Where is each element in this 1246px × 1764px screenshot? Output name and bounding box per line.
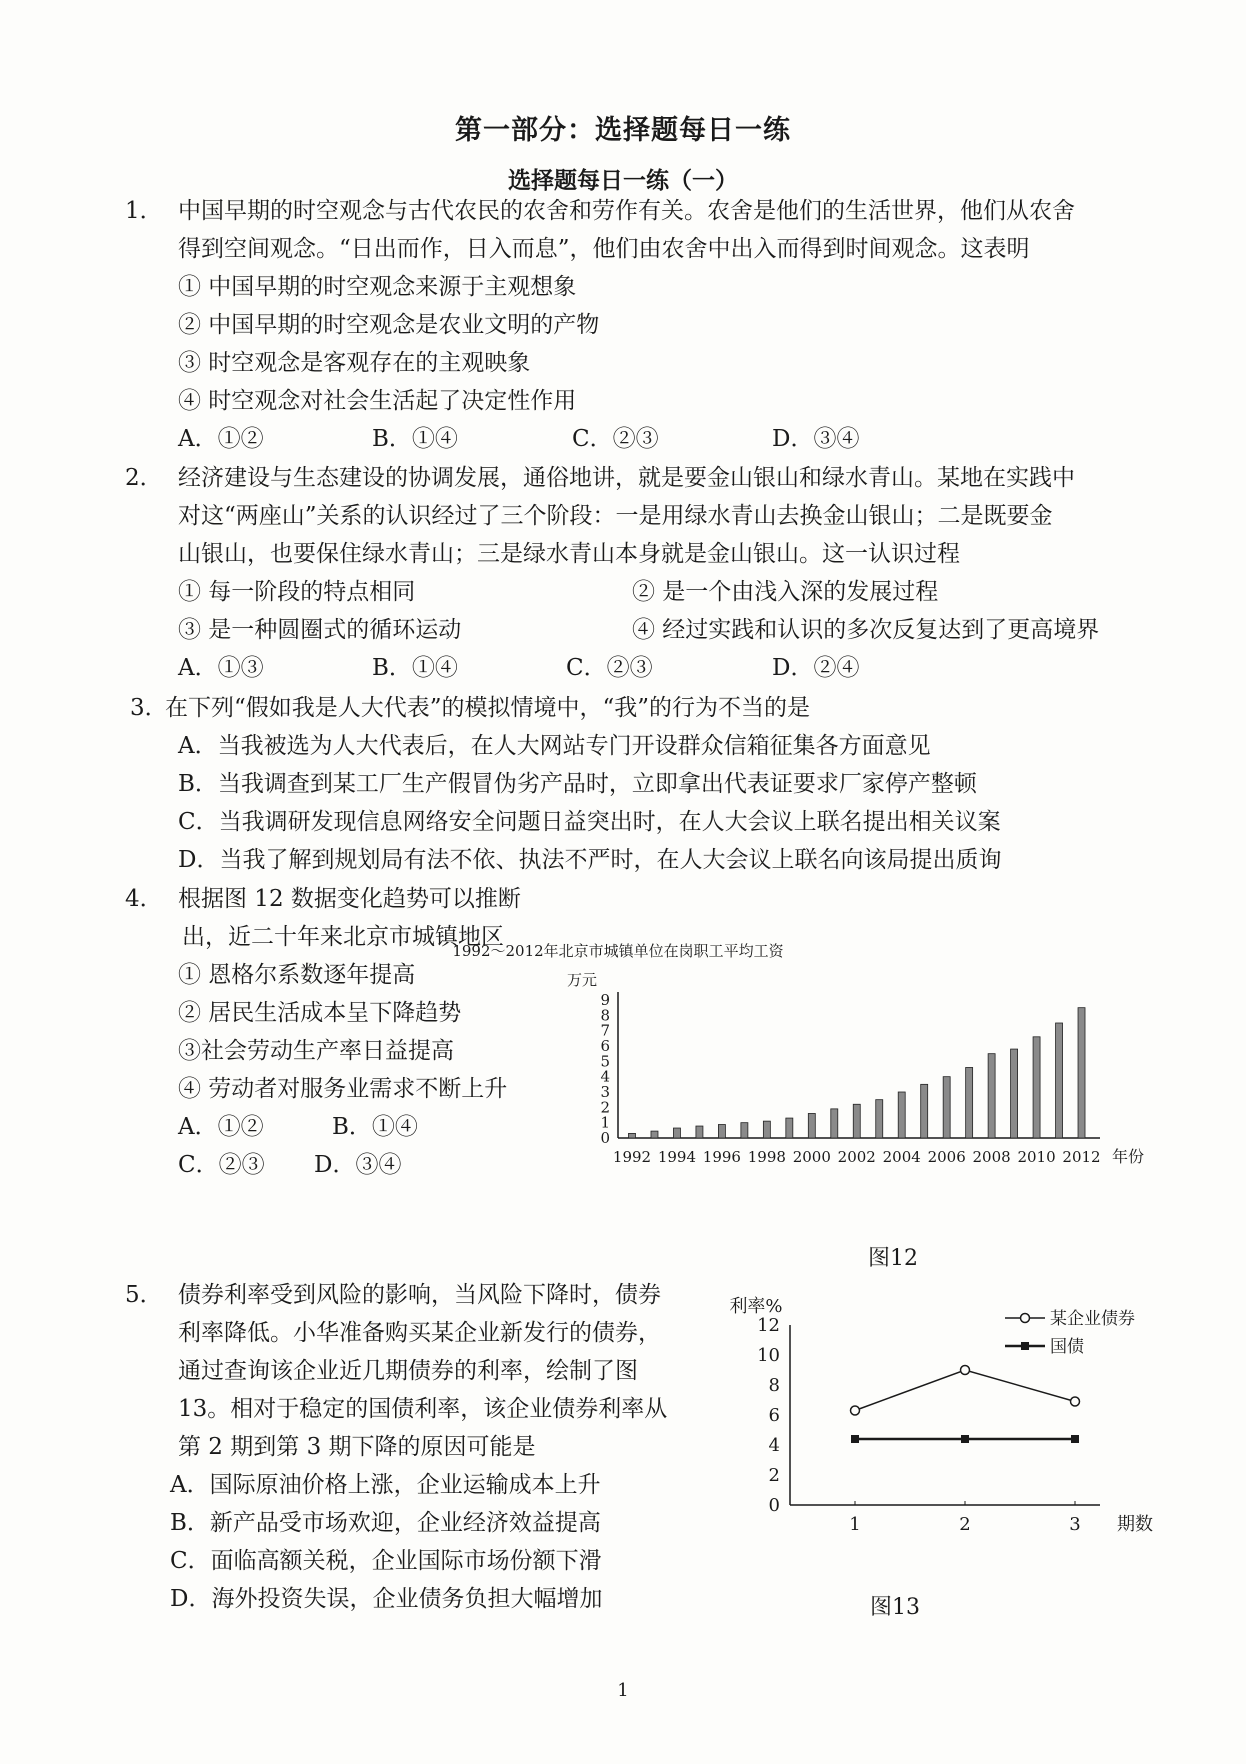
answer-option-d[interactable]: D．③④ [314,1152,402,1178]
bar [629,1133,636,1138]
x-axis-label: 年份 [1111,1147,1145,1166]
answer-option-c[interactable]: C．面临高额关税，企业国际市场份额下滑 [170,1548,602,1574]
statement-item: ② 居民生活成本呈下降趋势 [178,1000,462,1026]
answer-option-b[interactable]: B．①④ [372,426,458,452]
answer-option-c[interactable]: C．②③ [572,426,659,452]
bar [651,1131,658,1138]
y-tick-label: 2 [768,1465,780,1486]
y-axis-label: 万元 [566,971,598,989]
bar [876,1100,883,1138]
bar [966,1067,973,1138]
y-tick-label: 6 [600,1037,610,1055]
bar [898,1092,905,1138]
y-tick-label: 4 [600,1067,610,1086]
question-stem: 对这“两座山”关系的认识经过了三个阶段：一是用绿水青山去换金山银山；二是既要金 [178,503,1053,529]
series-line-1 [855,1370,1075,1411]
chart-title: 1992～2012年北京市城镇单位在岗职工平均工资 [452,942,784,960]
answer-option-c[interactable]: C．②③ [566,655,653,681]
y-axis-label: 利率% [729,1296,783,1317]
question-number: 4． [125,886,163,912]
answer-option-c[interactable]: C．②③ [178,1152,265,1178]
bar [943,1077,950,1138]
x-tick-label: 1992 [612,1148,652,1166]
question-stem: 第 2 期到第 3 期下降的原因可能是 [178,1434,536,1460]
bar [853,1104,860,1138]
y-tick-label: 0 [768,1495,780,1516]
figure-caption: 图13 [870,1595,920,1620]
question-number: 3． [130,695,168,721]
statement-item: ① 每一阶段的特点相同 [178,579,416,605]
bar [763,1121,770,1138]
question-stem: 得到空间观念。“日出而作，日入而息”，他们由农舍中出入而得到时间观念。这表明 [178,236,1030,262]
x-tick-label: 2 [959,1514,971,1535]
data-point [961,1435,969,1443]
x-tick-label: 2012 [1062,1148,1101,1166]
y-tick-label: 10 [757,1345,780,1366]
bar [921,1084,928,1138]
question-number: 2． [125,465,163,491]
statement-item: ③社会劳动生产率日益提高 [178,1038,454,1064]
page-number: 1 [617,1680,629,1701]
statement-item: ① 中国早期的时空观念来源于主观想象 [178,274,577,300]
y-tick-label: 3 [600,1083,610,1101]
y-tick-label: 5 [600,1052,610,1071]
x-tick-label: 1 [849,1514,861,1535]
answer-option-d[interactable]: D．海外投资失误，企业债务负担大幅增加 [170,1586,603,1612]
answer-option-b[interactable]: B．当我调查到某工厂生产假冒伪劣产品时，立即拿出代表证要求厂家停产整顿 [178,771,977,797]
x-tick-label: 2006 [927,1148,966,1166]
x-tick-label: 1996 [702,1148,741,1166]
bar [1011,1049,1018,1138]
bar [831,1109,838,1138]
y-tick-label: 8 [600,1006,610,1025]
answer-option-c[interactable]: C．当我调研发现信息网络安全问题日益突出时，在人大会议上联名提出相关议案 [178,809,1001,835]
bar [786,1118,793,1138]
question-number: 1． [125,198,163,224]
statement-item: ① 恩格尔系数逐年提高 [178,962,416,988]
x-tick-label: 2002 [837,1148,876,1166]
question-stem: 经济建设与生态建设的协调发展，通俗地讲，就是要金山银山和绿水青山。某地在实践中 [178,465,1075,491]
statement-item: ④ 时空观念对社会生活起了决定性作用 [178,388,577,414]
statement-item: ③ 时空观念是客观存在的主观映象 [178,350,531,376]
question-stem: 利率降低。小华准备购买某企业新发行的债券， [178,1320,661,1346]
x-tick-label: 3 [1069,1514,1081,1535]
question-number: 5． [125,1282,163,1308]
answer-option-d[interactable]: D．当我了解到规划局有法不依、执法不严时，在人大会议上联名向该局提出质询 [178,847,1002,873]
x-axis-label: 期数 [1117,1514,1153,1535]
data-point [851,1435,859,1443]
y-tick-label: 4 [768,1435,780,1456]
x-tick-label: 2000 [792,1148,831,1166]
legend-label: 国债 [1050,1337,1084,1357]
statement-item: ② 中国早期的时空观念是农业文明的产物 [178,312,600,338]
question-stem: 根据图 12 数据变化趋势可以推断 [178,886,521,912]
answer-option-a[interactable]: A．①② [178,426,264,452]
question-stem: 13。相对于稳定的国债利率，该企业债券利率从 [178,1396,668,1422]
bar [718,1125,725,1138]
answer-option-a[interactable]: A．①③ [178,655,264,681]
y-tick-label: 8 [768,1375,780,1396]
statement-item: ④ 经过实践和认识的多次反复达到了更高境界 [632,617,1100,643]
answer-option-b[interactable]: B．①④ [372,655,458,681]
bar [808,1113,815,1138]
y-tick-label: 7 [600,1021,610,1040]
figure-caption: 图12 [868,1246,918,1271]
answer-option-d[interactable]: D．③④ [772,426,860,452]
interest-rate-line-chart [720,1290,1190,1535]
bar [1078,1008,1085,1138]
answer-option-a[interactable]: A．国际原油价格上涨，企业运输成本上升 [170,1472,601,1498]
bar [988,1054,995,1138]
statement-item: ③ 是一种圆圈式的循环运动 [178,617,462,643]
y-tick-label: 12 [757,1315,780,1336]
question-stem: 通过查询该企业近几期债券的利率，绘制了图 [178,1358,638,1384]
legend-marker [1021,1342,1029,1350]
section-subtitle: 选择题每日一练（一） [508,167,738,194]
x-tick-label: 2010 [1017,1148,1056,1166]
y-tick-label: 0 [600,1129,610,1147]
legend-marker [1021,1314,1030,1323]
bar [1056,1023,1063,1138]
data-point [961,1366,970,1375]
page-title: 第一部分：选择题每日一练 [455,115,791,146]
bar [1033,1037,1040,1138]
data-point [851,1406,860,1415]
question-stem: 债券利率受到风险的影响，当风险下降时，债券 [178,1282,661,1308]
question-stem: 在下列“假如我是人大代表”的模拟情境中，“我”的行为不当的是 [165,695,811,721]
bar [673,1128,680,1138]
statement-item: ④ 劳动者对服务业需求不断上升 [178,1076,508,1102]
question-stem: 出，近二十年来北京市城镇地区 [182,924,504,950]
y-tick-label: 1 [600,1113,610,1132]
x-tick-label: 2008 [972,1148,1011,1166]
bar [696,1126,703,1138]
answer-option-b[interactable]: B．新产品受市场欢迎，企业经济效益提高 [170,1510,601,1536]
statement-item: ② 是一个由浅入深的发展过程 [632,579,939,605]
answer-option-b[interactable]: B．①④ [332,1114,418,1140]
bar [741,1123,748,1138]
y-tick-label: 2 [600,1098,610,1117]
question-stem: 中国早期的时空观念与古代农民的农舍和劳作有关。农舍是他们的生活世界，他们从农舍 [178,198,1075,224]
question-stem: 山银山，也要保住绿水青山；三是绿水青山本身就是金山银山。这一认识过程 [178,541,960,567]
wage-bar-chart [452,940,1160,1172]
data-point [1071,1397,1080,1406]
answer-option-a[interactable]: A．当我被选为人大代表后，在人大网站专门开设群众信箱征集各方面意见 [178,733,931,759]
x-tick-label: 2004 [882,1148,921,1166]
answer-option-d[interactable]: D．②④ [772,655,860,681]
legend-label: 某企业债券 [1050,1309,1135,1329]
x-tick-label: 1994 [657,1148,697,1166]
data-point [1071,1435,1079,1443]
y-tick-label: 9 [600,991,610,1009]
answer-option-a[interactable]: A．①② [178,1114,264,1140]
x-tick-label: 1998 [747,1148,786,1166]
y-tick-label: 6 [768,1405,780,1426]
